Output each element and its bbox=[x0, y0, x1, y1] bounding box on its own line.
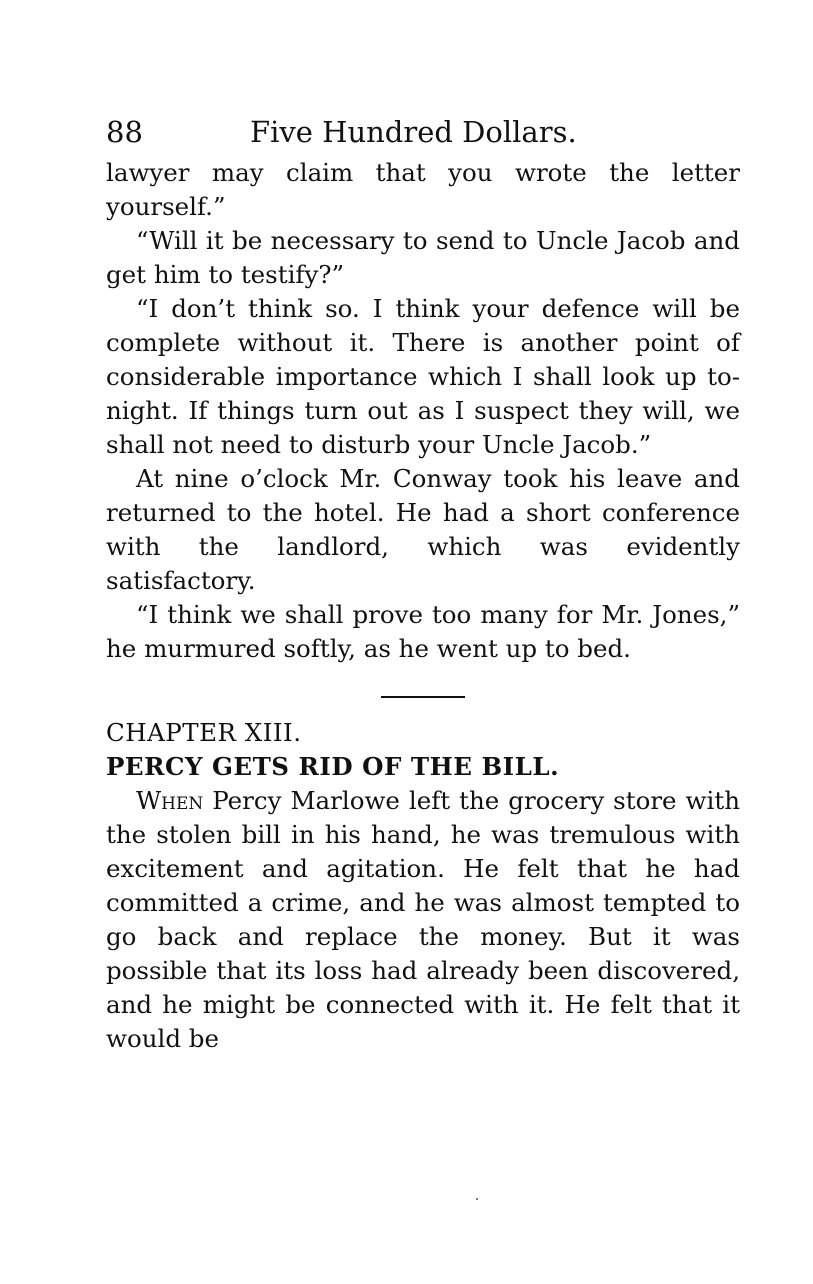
chapter-lead-word: When bbox=[136, 786, 204, 815]
chapter-subtitle: PERCY GETS RID OF THE BILL. bbox=[106, 752, 560, 781]
chapter-first-paragraph-text: Percy Marlowe left the grocery store with the stolen bill in his hand, he was tremulous with excitement and agitation. He felt that he had committed a crime, and he was almost tempted to go back and replace the money. But it was possible that its loss had already been discovered, and he might be connected with it. He felt that it would be bbox=[106, 786, 740, 1053]
section-divider bbox=[381, 696, 465, 698]
chapter-title: CHAPTER XIII. bbox=[106, 718, 302, 747]
running-header bbox=[106, 112, 740, 156]
page-speck bbox=[476, 1198, 478, 1200]
body-text bbox=[106, 156, 740, 1056]
paragraph-testify-question: “Will it be necessary to send to Uncle Jacob and get him to testify?” bbox=[106, 226, 740, 289]
book-page bbox=[106, 112, 740, 1056]
chapter-first-paragraph bbox=[106, 784, 740, 1056]
paragraph-continued: lawyer may claim that you wrote the letter yourself.” bbox=[106, 158, 740, 221]
running-title: Five Hundred Dollars. bbox=[250, 115, 577, 149]
paragraph-defence-reply: “I don’t think so. I think your defence will be complete without it. There is another point of considerable importance which I shall look up to-night. If things turn out as I suspect they will, we shall not need to disturb your Uncle Jacob.” bbox=[106, 294, 740, 459]
paragraph-conway-murmurs: “I think we shall prove too many for Mr. Jones,” he murmured softly, as he went up to bed. bbox=[106, 600, 740, 663]
paragraph-conway-leaves: At nine o’clock Mr. Conway took his leave and returned to the hotel. He had a short conference with the landlord, which was evidently satisfactory. bbox=[106, 464, 740, 595]
page-number: 88 bbox=[106, 115, 143, 149]
